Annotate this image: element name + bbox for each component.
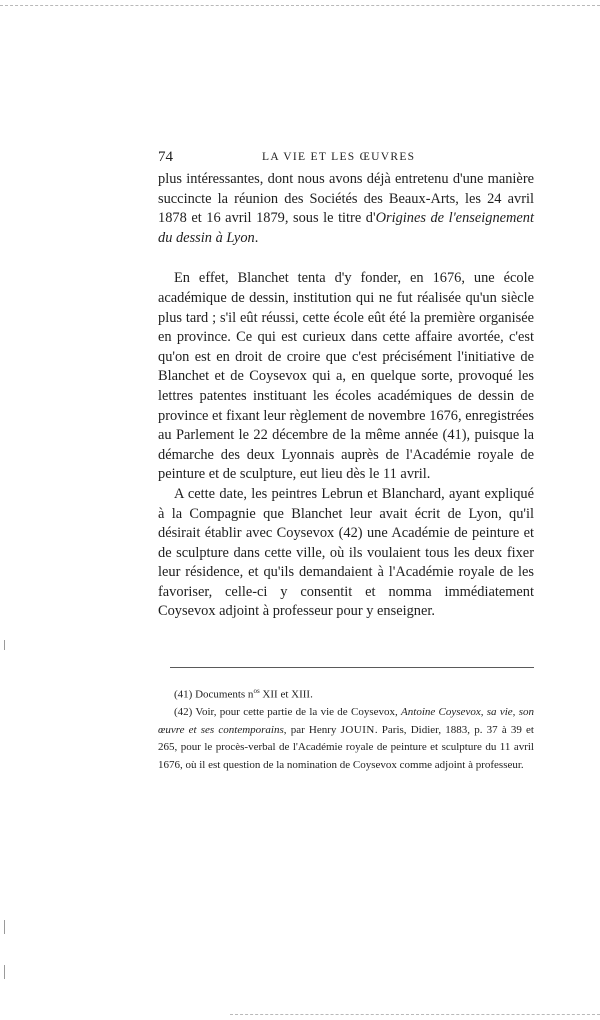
footnote-42-italic-title: Antoine Coysevox, sa vie, son œuvre et ses contemporains (158, 706, 534, 736)
paragraph-1 (158, 170, 534, 248)
running-title: LA VIE ET LES ŒUVRES (262, 151, 416, 163)
paragraph-2: En effet, Blanchet tenta d'y fonder, en 1676, une école académique de dessin, institution qui ne fut réalisée qu'un siècle plus tard ; s'il eût réussi, cette école eût été la première organisée en province. Ce qui est curieux dans cette affaire avortée, c'est qu'on est en droit de croire que c'est précisément l'initiative de Blanchet et de Coysevox qui a, en quelque sorte, provoqué les lettres patentes instituant les écoles académiques de dessin de province et fixant leur règlement de novembre 1676, enregistrées au Parlement le 22 décembre de la même année (41), puisque la démarche des deux Lyonnais auprès de l'Académie royale de peinture et de sculpture, eut lieu dès le 11 avril. (158, 270, 534, 483)
scan-edge-mark (4, 640, 5, 650)
footnote-42-author: JOUIN (340, 723, 375, 736)
footnote-42 (158, 704, 534, 774)
page-number: 74 (158, 149, 173, 165)
scan-edge-bottom (230, 1014, 600, 1015)
footnote-41-end: XII et XIII. (259, 688, 313, 701)
footnote-42-text-2: , par Henry (283, 723, 341, 736)
footnote-41-superscript: os (253, 687, 260, 695)
paragraph-1-text: plus intéressantes, dont nous avons déjà entretenu d'une manière succincte la réunion des Sociétés des Beaux-Arts, les 24 avril 1878 et 16 avril 1879, sous le titre d' (158, 171, 534, 227)
footnote-42-text: (42) Voir, pour cette partie de la vie de Coysevox, (174, 706, 402, 719)
scan-edge-mark (4, 965, 5, 979)
footnote-41-text: (41) Documents n (174, 688, 254, 701)
paragraph-3: A cette date, les peintres Lebrun et Blanchard, ayant expliqué à la Compagnie que Blanchet leur avait écrit de Lyon, qu'il désirait établir avec Coysevox (42) une Académie de peinture et de sculpture dans cette ville, où ils voulaient tous les deux fixer leur résidence, et qu'ils demandaient à l'Académie royale de les favoriser, celle-ci y consentit et nomma immédiatement Coysevox adjoint à professeur pour y enseigner. (158, 485, 534, 620)
scan-edge-top (0, 5, 600, 6)
scan-edge-mark (4, 920, 5, 934)
footnote-41 (158, 683, 534, 704)
page-header (158, 149, 534, 169)
body-text (158, 170, 534, 622)
footnote-rule (170, 667, 534, 668)
footnote-42-text-3: . Paris, Didier, 1883, p. 37 à 39 et 265, pour le procès-verbal de l'Académie royale de peinture et sculpture du 11 avril 1676, où il est question de la nomination de Coysevox comme adjoint à professeur. (158, 723, 534, 772)
paragraph-1-italic-title: Origines de l'enseignement du dessin à Lyon (158, 210, 535, 246)
paragraph-1-end: . (254, 229, 259, 246)
footnotes (158, 683, 534, 775)
